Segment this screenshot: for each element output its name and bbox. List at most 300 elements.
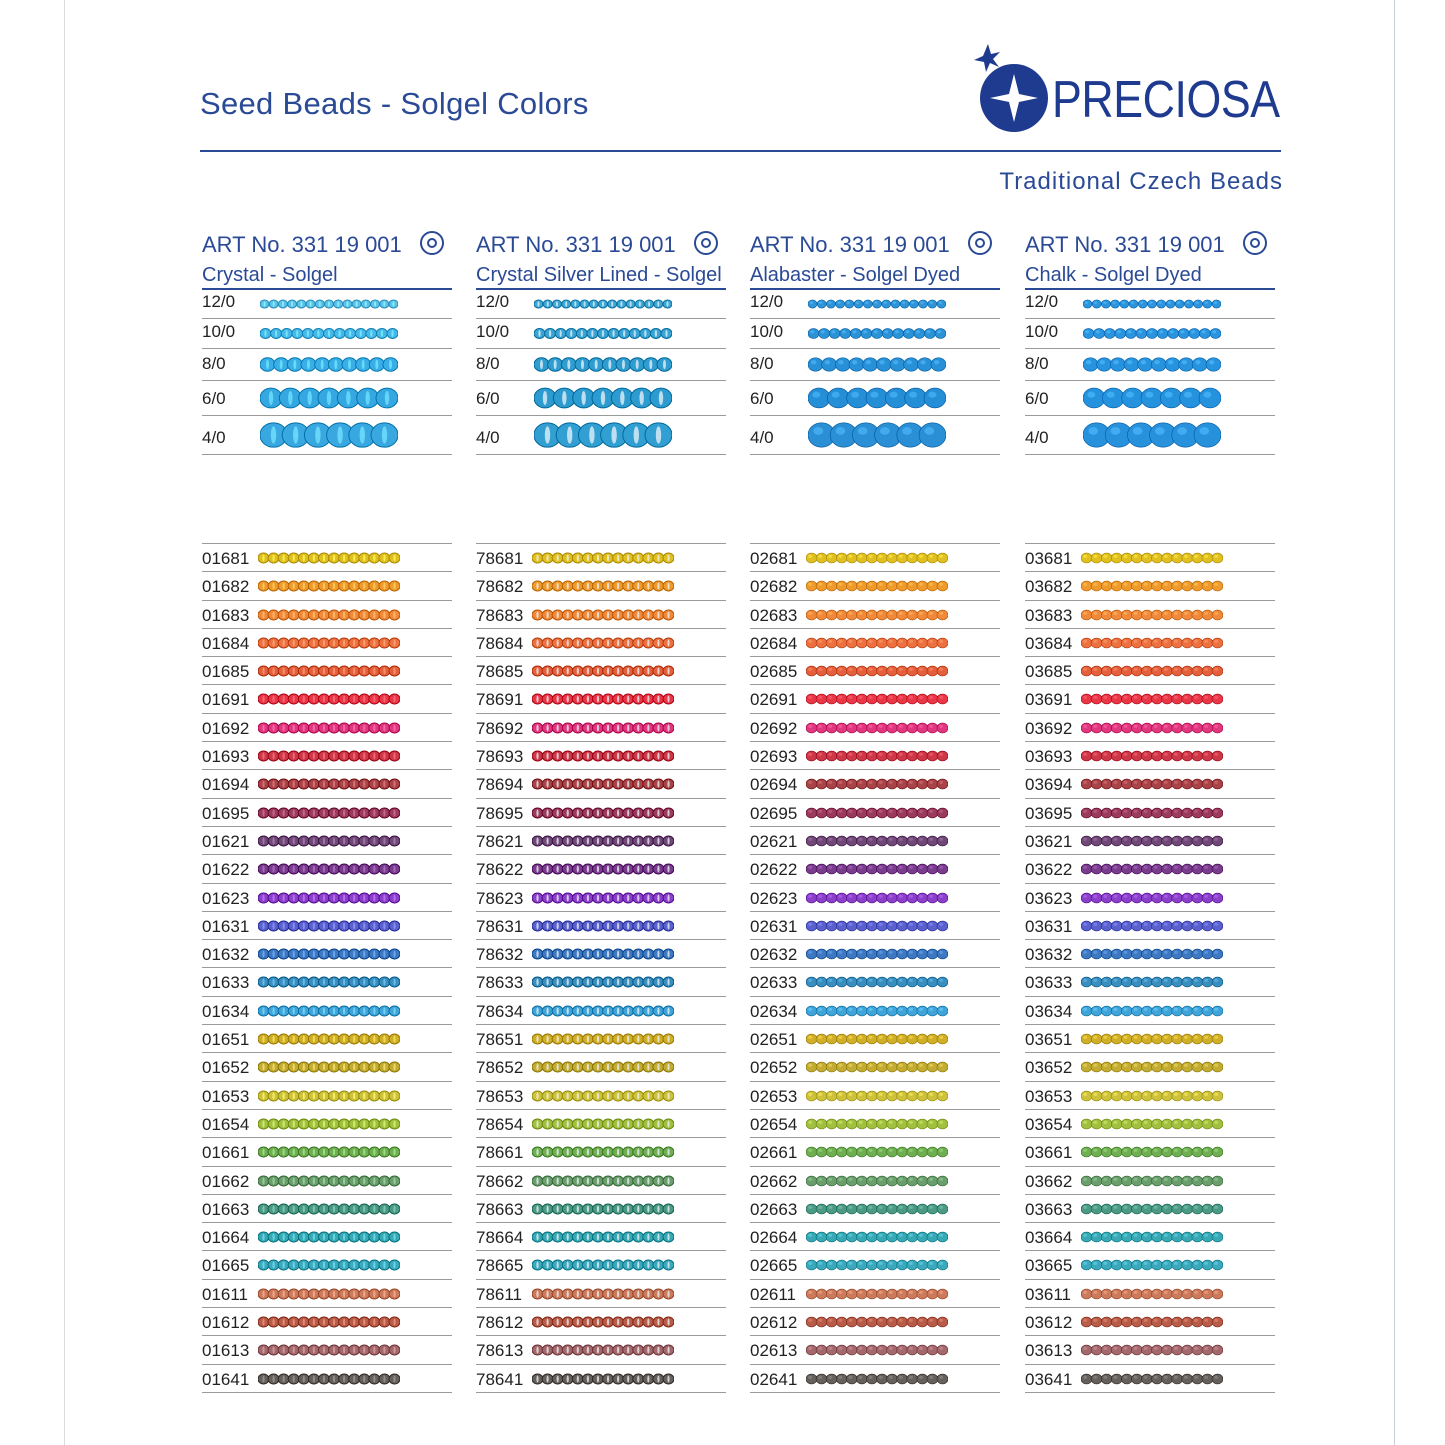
bead-strand-svg xyxy=(1081,916,1223,936)
bead-highlight xyxy=(929,1319,933,1322)
bead xyxy=(1182,553,1193,563)
bead-highlight xyxy=(343,696,345,703)
bead-highlight xyxy=(1134,640,1138,643)
bead-highlight xyxy=(262,1092,264,1099)
bead-highlight xyxy=(869,696,873,699)
bead-highlight xyxy=(808,1008,812,1011)
bead-highlight xyxy=(587,1064,589,1071)
bead-strand xyxy=(534,416,672,454)
bead-highlight xyxy=(577,724,579,731)
bead-highlight xyxy=(637,781,639,788)
bead xyxy=(1131,1260,1142,1270)
bead xyxy=(917,1232,928,1242)
color-code: 78664 xyxy=(476,1228,524,1248)
bead xyxy=(866,949,877,959)
bead-highlight xyxy=(577,1149,579,1156)
bead-highlight xyxy=(1096,330,1100,333)
bead xyxy=(808,388,830,408)
bead-highlight xyxy=(1174,640,1178,643)
bead-highlight xyxy=(283,1234,285,1241)
bead-strand-svg xyxy=(1081,1142,1223,1162)
bead-highlight xyxy=(293,1262,295,1269)
bead-highlight xyxy=(617,894,619,901)
bead-strand-svg xyxy=(806,888,948,908)
bead-highlight xyxy=(1113,611,1117,614)
bead-highlight xyxy=(1140,301,1143,304)
bead-highlight xyxy=(1154,979,1158,982)
bead xyxy=(1101,864,1112,874)
bead-highlight xyxy=(557,724,559,731)
bead xyxy=(937,836,948,846)
bead xyxy=(836,751,847,761)
bead xyxy=(846,1345,857,1355)
bead-highlight xyxy=(313,1149,315,1156)
bead-highlight xyxy=(1174,1177,1178,1180)
bead-highlight xyxy=(1144,1177,1148,1180)
bead-highlight xyxy=(1144,1036,1148,1039)
bead xyxy=(1101,723,1112,733)
bead-highlight xyxy=(1124,753,1128,756)
bead xyxy=(1111,1374,1122,1384)
bead-strand xyxy=(1081,718,1223,738)
bead-highlight xyxy=(657,724,659,731)
color-code: 03611 xyxy=(1025,1284,1072,1304)
bead-strand xyxy=(258,888,400,908)
bead xyxy=(836,723,847,733)
bead-highlight xyxy=(612,330,614,337)
bead-highlight xyxy=(536,1375,538,1382)
bead xyxy=(806,864,817,874)
bead-highlight xyxy=(1204,781,1208,784)
bead-highlight xyxy=(879,753,883,756)
bead-highlight xyxy=(607,1318,609,1325)
bead xyxy=(866,610,877,620)
bead-strand xyxy=(258,746,400,766)
bead-highlight xyxy=(363,1347,365,1354)
bead-highlight xyxy=(283,668,285,675)
bead xyxy=(1101,1289,1112,1299)
size-label: 4/0 xyxy=(1025,428,1049,447)
bead xyxy=(866,1232,877,1242)
bead-highlight xyxy=(283,611,285,618)
bead-highlight xyxy=(899,781,903,784)
bead-highlight xyxy=(1144,1375,1148,1378)
bead-highlight xyxy=(338,330,340,337)
bead-highlight xyxy=(657,1205,659,1212)
bead xyxy=(836,808,847,818)
bead-highlight xyxy=(293,753,295,760)
color-code: 78641 xyxy=(476,1369,524,1389)
bead xyxy=(1157,300,1166,308)
bead xyxy=(1182,723,1193,733)
bead-highlight xyxy=(323,1120,325,1127)
bead xyxy=(1081,1062,1092,1072)
bead-highlight xyxy=(838,555,842,558)
bead-highlight xyxy=(657,1149,659,1156)
bead-highlight xyxy=(899,668,903,671)
bead-highlight xyxy=(828,1347,832,1350)
bead xyxy=(822,358,837,372)
bead-highlight xyxy=(859,894,863,897)
bead xyxy=(927,553,938,563)
bead xyxy=(1212,723,1223,733)
bead-highlight xyxy=(1144,1234,1148,1237)
bead xyxy=(866,1374,877,1384)
bead-highlight xyxy=(546,1092,548,1099)
bead-strand-svg xyxy=(806,1312,948,1332)
size-row xyxy=(202,319,452,349)
bead-highlight xyxy=(383,781,385,788)
bead-highlight xyxy=(1214,894,1218,897)
color-row xyxy=(202,1025,452,1053)
bead-highlight xyxy=(627,837,629,844)
bead xyxy=(937,581,948,591)
bead-highlight xyxy=(1194,838,1198,841)
bead-highlight xyxy=(818,951,822,954)
bead xyxy=(846,695,857,705)
bead xyxy=(897,864,908,874)
color-code: 03634 xyxy=(1025,1001,1073,1021)
bead xyxy=(866,1147,877,1157)
size-row xyxy=(750,349,1000,381)
bead-strand-svg xyxy=(532,1340,674,1360)
bead-highlight xyxy=(879,668,883,671)
bead xyxy=(1101,1091,1112,1101)
bead xyxy=(836,1006,847,1016)
bead-strand xyxy=(532,774,674,794)
bead-highlight xyxy=(879,1121,883,1124)
bead-highlight xyxy=(889,640,893,643)
bead-highlight xyxy=(293,1177,295,1184)
bead-highlight xyxy=(808,1206,812,1209)
bead-highlight xyxy=(1093,1092,1097,1095)
color-row xyxy=(750,572,1000,600)
bead xyxy=(887,1317,898,1327)
bead xyxy=(863,358,878,372)
bead-highlight xyxy=(1154,1177,1158,1180)
bead-highlight xyxy=(1174,583,1178,586)
bead-highlight xyxy=(607,696,609,703)
bead-strand-svg xyxy=(532,774,674,794)
bead-highlight xyxy=(627,781,629,788)
bead-highlight xyxy=(870,392,878,398)
bead-highlight xyxy=(567,809,569,816)
bead xyxy=(1152,1374,1163,1384)
bead-highlight xyxy=(313,922,315,929)
bead-highlight xyxy=(382,426,387,443)
bead xyxy=(937,1006,948,1016)
color-code: 03693 xyxy=(1025,747,1073,767)
bead-highlight xyxy=(323,554,325,561)
bead-highlight xyxy=(337,426,342,443)
bead-strand xyxy=(806,605,948,625)
bead-highlight xyxy=(1184,894,1188,897)
bead-highlight xyxy=(853,330,857,333)
bead-highlight xyxy=(657,1375,659,1382)
color-row xyxy=(476,1167,726,1195)
bead-highlight xyxy=(880,427,890,435)
bead-highlight xyxy=(1103,611,1107,614)
bead-highlight xyxy=(323,1007,325,1014)
color-code: 03681 xyxy=(1025,549,1073,568)
bead-highlight xyxy=(1103,753,1107,756)
bead xyxy=(1182,1204,1193,1214)
bead-highlight xyxy=(272,1375,274,1382)
bead xyxy=(856,1006,867,1016)
bead-highlight xyxy=(1164,951,1168,954)
bead xyxy=(877,638,888,648)
bead xyxy=(937,1260,948,1270)
bead-highlight xyxy=(393,781,395,788)
bead-highlight xyxy=(313,696,315,703)
bead-highlight xyxy=(1093,668,1097,671)
bead-highlight xyxy=(1204,923,1208,926)
bead-highlight xyxy=(373,753,375,760)
bead-highlight xyxy=(353,837,355,844)
bead xyxy=(1182,581,1193,591)
bead-strand xyxy=(532,1142,674,1162)
bead-highlight xyxy=(889,1291,893,1294)
bead-highlight xyxy=(1144,1064,1148,1067)
bead-highlight xyxy=(1093,1121,1097,1124)
bead-highlight xyxy=(667,554,669,561)
bead-highlight xyxy=(1154,1008,1158,1011)
bead-highlight xyxy=(272,894,274,901)
bead-highlight xyxy=(627,1177,629,1184)
bead-highlight xyxy=(617,583,619,590)
bead-highlight xyxy=(1154,1092,1158,1095)
bead-highlight xyxy=(353,554,355,561)
bead-highlight xyxy=(567,1347,569,1354)
bead-strand-svg xyxy=(1083,416,1221,454)
bead-highlight xyxy=(557,979,559,986)
bead-highlight xyxy=(333,668,335,675)
bead-highlight xyxy=(1144,894,1148,897)
bead-highlight xyxy=(1155,427,1165,435)
bead-highlight xyxy=(1113,696,1117,699)
bead xyxy=(1152,666,1163,676)
bead-highlight xyxy=(353,1375,355,1382)
bead xyxy=(1131,666,1142,676)
bead-highlight xyxy=(1134,696,1138,699)
bead-highlight xyxy=(899,866,903,869)
bead-highlight xyxy=(587,639,589,646)
bead-highlight xyxy=(627,753,629,760)
bead-highlight xyxy=(597,639,599,646)
bead-highlight xyxy=(546,724,548,731)
bead-highlight xyxy=(1174,1121,1178,1124)
color-code: 02632 xyxy=(750,945,798,965)
bead-highlight xyxy=(343,866,345,873)
bead-highlight xyxy=(1124,1206,1128,1209)
bead-strand xyxy=(806,1086,948,1106)
bead-strand-svg xyxy=(260,319,398,348)
bead-highlight xyxy=(1174,809,1178,812)
bead xyxy=(1121,638,1132,648)
color-code: 03662 xyxy=(1025,1171,1073,1191)
bead-highlight xyxy=(907,360,912,364)
bead xyxy=(846,893,857,903)
bead-highlight xyxy=(929,1008,933,1011)
bead-strand-svg xyxy=(806,576,948,596)
bead xyxy=(816,808,827,818)
bead-highlight xyxy=(1214,979,1218,982)
bead-highlight xyxy=(393,809,395,816)
bead xyxy=(907,751,918,761)
bead-highlight xyxy=(597,1149,599,1156)
bead-highlight xyxy=(272,1007,274,1014)
bead-highlight xyxy=(899,1177,903,1180)
bead xyxy=(927,666,938,676)
bead xyxy=(1199,329,1210,339)
bead-strand-svg xyxy=(806,1255,948,1275)
color-code: 02612 xyxy=(750,1313,798,1333)
bead xyxy=(1121,666,1132,676)
bead-highlight xyxy=(557,611,559,618)
bead-highlight xyxy=(849,809,853,812)
bead xyxy=(907,581,918,591)
bead xyxy=(1101,1147,1112,1157)
bead-highlight xyxy=(899,555,903,558)
bead-highlight xyxy=(343,837,345,844)
bead-highlight xyxy=(538,330,540,337)
bead xyxy=(816,1345,827,1355)
size-label: 6/0 xyxy=(750,389,774,408)
color-row xyxy=(1025,799,1275,827)
bead xyxy=(856,751,867,761)
bead-strand-svg xyxy=(806,1001,948,1021)
bead-strand-svg xyxy=(532,888,674,908)
bead xyxy=(846,610,857,620)
bead-highlight xyxy=(567,554,569,561)
bead-highlight xyxy=(323,1375,325,1382)
bead xyxy=(1141,836,1152,846)
bead-highlight xyxy=(1174,894,1178,897)
bead xyxy=(1172,1204,1183,1214)
bead-highlight xyxy=(373,1262,375,1269)
bead-highlight xyxy=(1093,1234,1097,1237)
bead-highlight xyxy=(383,1375,385,1382)
bead-highlight xyxy=(889,1234,893,1237)
bead-highlight xyxy=(657,979,659,986)
bead-highlight xyxy=(869,838,873,841)
bead-highlight xyxy=(373,554,375,561)
bead-highlight xyxy=(343,1092,345,1099)
bead-highlight xyxy=(859,838,863,841)
bead-highlight xyxy=(1214,1036,1218,1039)
bead-highlight xyxy=(808,1064,812,1067)
bead-highlight xyxy=(637,1092,639,1099)
bead-highlight xyxy=(393,1092,395,1099)
bead xyxy=(1152,553,1163,563)
bead xyxy=(1131,949,1142,959)
bead-highlight xyxy=(859,1375,863,1378)
bead-highlight xyxy=(1205,301,1208,304)
bead-highlight xyxy=(1204,1206,1208,1209)
bead xyxy=(836,610,847,620)
bead-highlight xyxy=(818,1262,822,1265)
bead xyxy=(887,864,898,874)
bead-highlight xyxy=(893,360,898,364)
bead-highlight xyxy=(288,391,292,405)
bead-highlight xyxy=(363,1375,365,1382)
bead-highlight xyxy=(1184,1036,1188,1039)
bead-highlight xyxy=(849,1206,853,1209)
bead-strand-svg xyxy=(532,1142,674,1162)
color-row xyxy=(476,544,726,572)
bead-highlight xyxy=(383,753,385,760)
bead xyxy=(1192,695,1203,705)
bead-strand-svg xyxy=(1081,1086,1223,1106)
finish-name: Chalk - Solgel Dyed xyxy=(1025,262,1275,290)
bead xyxy=(856,1374,867,1384)
bead-highlight xyxy=(1103,696,1107,699)
bead xyxy=(1141,949,1152,959)
bead xyxy=(1202,893,1213,903)
bead xyxy=(1091,1147,1102,1157)
bead-highlight xyxy=(1164,555,1168,558)
bead-highlight xyxy=(1204,696,1208,699)
bead-strand-svg xyxy=(1083,319,1221,348)
bead xyxy=(907,949,918,959)
color-code-list xyxy=(1025,543,1275,1393)
bead xyxy=(1152,1062,1163,1072)
bead-highlight xyxy=(577,753,579,760)
bead-highlight xyxy=(929,1149,933,1152)
bead-highlight xyxy=(597,1036,599,1043)
bead xyxy=(806,978,817,988)
bead-highlight xyxy=(1194,668,1198,671)
bead-highlight xyxy=(546,951,548,958)
bead xyxy=(1131,610,1142,620)
bead xyxy=(1192,893,1203,903)
bead-highlight xyxy=(637,837,639,844)
bead xyxy=(1162,1091,1173,1101)
bead-highlight xyxy=(293,951,295,958)
bead-strand xyxy=(1081,1340,1223,1360)
bead xyxy=(1131,1289,1142,1299)
bead-highlight xyxy=(1124,725,1128,728)
color-row xyxy=(202,629,452,657)
bead xyxy=(1202,864,1213,874)
bead-highlight xyxy=(929,979,933,982)
bead-highlight xyxy=(536,1120,538,1127)
color-row xyxy=(476,714,726,742)
bead-highlight xyxy=(393,1120,395,1127)
bead xyxy=(846,808,857,818)
bead-highlight xyxy=(323,1177,325,1184)
bead-highlight xyxy=(1144,1347,1148,1350)
bead-strand-svg xyxy=(534,416,672,454)
bead-highlight xyxy=(303,837,305,844)
bead-strand-svg xyxy=(806,1227,948,1247)
bead xyxy=(887,949,898,959)
page-title: Seed Beads - Solgel Colors xyxy=(200,86,589,121)
color-row xyxy=(1025,544,1275,572)
bead-highlight xyxy=(346,391,350,405)
color-code: 02623 xyxy=(750,888,798,908)
color-code: 02621 xyxy=(750,831,798,851)
bead xyxy=(1212,1147,1223,1157)
bead xyxy=(806,1091,817,1101)
color-code: 01693 xyxy=(202,747,250,767)
bead-highlight xyxy=(303,809,305,816)
bead-highlight xyxy=(567,837,569,844)
bead-highlight xyxy=(383,583,385,590)
bead-highlight xyxy=(293,668,295,675)
bead-highlight xyxy=(818,696,822,699)
bead-highlight xyxy=(879,1347,883,1350)
